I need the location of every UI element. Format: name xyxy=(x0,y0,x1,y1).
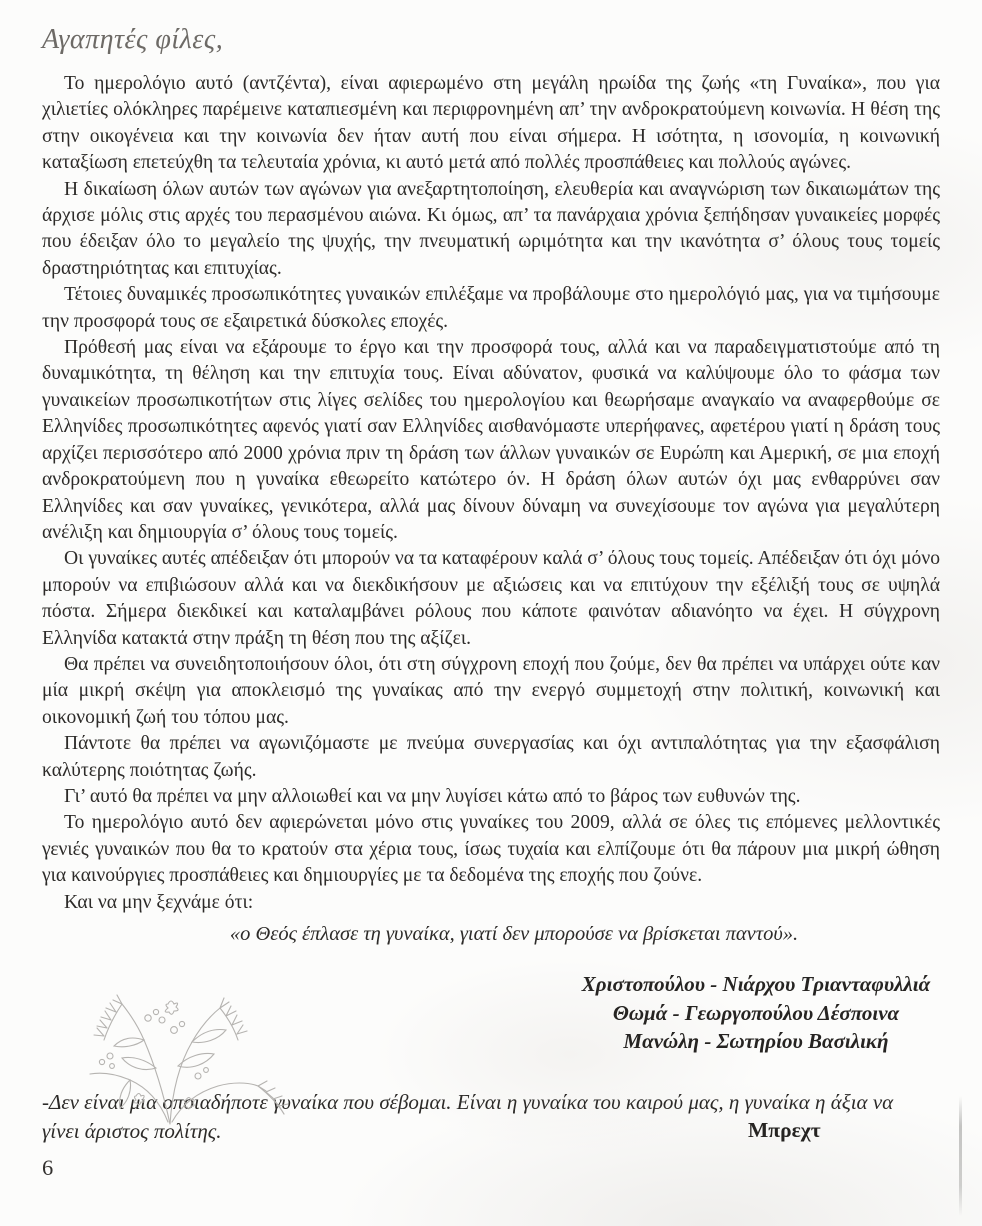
body-paragraph: Τέτοιες δυναμικές προσωπικότητες γυναικών επιλέξαμε να προβάλουμε στο ημερολόγιό μας, για να τιμήσουμε την προσφορά τους σε εξαιρετικά δύσκολες εποχές. xyxy=(42,284,940,332)
body-paragraph: Πάντοτε θα πρέπει να αγωνιζόμαστε με πνεύμα συνεργασίας και όχι αντιπαλότητας για την εξασφάλιση καλύτερης ποιότητας ζωής. xyxy=(42,733,940,781)
body-paragraph: Πρόθεσή μας είναι να εξάρουμε το έργο και την προσφορά τους, αλλά και να παραδειγματιστούμε από τη δυναμικότητα, τη θέληση και την επιτυχία τους. Είναι αδύνατον, φυσικά να καλύψουμε όλο το φάσμα των γυναικείων προσωπικοτήτων στις λίγες σελίδες του ημερολογίου και θεωρήσαμε αναγκαίο να αναφερθούμε σε Ελληνίδες προσωπικότητες αφενός γιατί σαν Ελληνίδες αισθανόμαστε υπερήφανες, αφετέρου γιατί η δράση τους αρχίζει περισσότερο από 2000 χρόνια πριν τη δράση των άλλων γυναικών σε Ευρώπη και Αμερική, σε μια εποχή ανδροκρατούμενη που η γυναίκα εθεωρείτο κατώτερο όν. Η δράση όλων αυτών όχι μας ενθαρρύνει σαν Ελληνίδες και σαν γυναίκες, γενικότερα, αλλά μας δίνουν δύναμη να συνεχίσουμε τον αγώνα για μεγαλύτερη ανέλιξη και δημιουργία σ’ όλους τους τομείς. xyxy=(42,337,940,543)
closing-quote: -Δεν είναι μια οποιαδήποτε γυναίκα που σέβομαι. Είναι η γυναίκα του καιρού μας, η γυναίκα η άξια να γίνει άριστος πολίτης. xyxy=(42,1089,894,1143)
closing-attribution: Μπρεχτ xyxy=(748,1117,821,1142)
body-paragraph: Και να μην ξεχνάμε ότι: xyxy=(64,891,254,913)
signatory: Χριστοπούλου - Νιάρχου Τριανταφυλλιά xyxy=(581,972,931,996)
flower-sprig-icon xyxy=(52,983,292,1125)
letter-body xyxy=(42,71,940,916)
scan-page-edge-shadow xyxy=(959,1096,962,1216)
signature-block xyxy=(572,970,940,1056)
body-paragraph: Οι γυναίκες αυτές απέδειξαν ότι μπορούν να τα καταφέρουν καλά σ’ όλους τους τομείς. Απέδειξαν ότι όχι μόνο μπορούν να επιβιώσουν αλλά και να διεκδικήσουν με αξιώσεις και να επιτύχουν την εξέλιξή τους σε υψηλά πόστα. Σήμερα διεκδικεί και καταλαμβάνει ρόλους που κάποτε φαινόταν αδιανόητο να έχει. Η σύγχρονη Ελληνίδα κατακτά στην πράξη τη θέση που της αξίζει. xyxy=(42,548,940,649)
signatory: Μανώλη - Σωτηρίου Βασιλική xyxy=(623,1029,889,1053)
body-paragraph: Το ημερολόγιο αυτό (αντζέντα), είναι αφιερωμένο στη μεγάλη ηρωίδα της ζωής «τη Γυναίκα», που για χιλιετίες ολόκληρες παρέμεινε καταπιεσμένη και περιφρονημένη απ’ την ανδροκρατούμενη κοινωνία. Η θέση της στην οικογένεια και την κοινωνία δεν ήταν αυτή που είναι σήμερα. Η ισότητα, η ισονομία, η κοινωνική καταξίωση επετεύχθη τα τελευταία χρόνια, κι αυτό μετά από πολλές προσπάθειες και πολλούς αγώνες. xyxy=(42,73,940,174)
body-paragraph: Γι’ αυτό θα πρέπει να μην αλλοιωθεί και να μην λυγίσει κάτω από το βάρος των ευθυνών της. xyxy=(64,785,801,807)
central-quote: «ο Θεός έπλασε τη γυναίκα, γιατί δεν μπορούσε να βρίσκεται παντού». xyxy=(229,923,799,945)
body-paragraph: Θα πρέπει να συνειδητοποιήσουν όλοι, ότι στη σύγχρονη εποχή που ζούμε, δεν θα πρέπει να υπάρχει ούτε καν μία μικρή σκέψη για αποκλεισμό της γυναίκας από την ενεργό συμμετοχή στην πολιτική, κοινωνική και οικονομική ζωή του τόπου μας. xyxy=(42,653,940,728)
salutation: Αγαπητές φίλες, xyxy=(42,24,224,55)
page-number: 6 xyxy=(42,1154,54,1180)
signatory: Θωμά - Γεωργοπούλου Δέσποινα xyxy=(612,1000,900,1025)
body-paragraph: Η δικαίωση όλων αυτών των αγώνων για ανεξαρτητοποίηση, ελευθερία και αναγνώριση των δικαιωμάτων της άρχισε μόλις στις αρχές του περασμένου αιώνα. Κι όμως, απ’ τα πανάρχαια χρόνια ξεπήδησαν γυναικείες μορφές που έδειξαν όλο το μεγαλείο της ψυχής, την πνευματική ωριμότητα και την ικανότητα σ’ όλους τους τομείς δραστηριότητας και επιτυχίας. xyxy=(42,178,940,279)
body-paragraph: Το ημερολόγιο αυτό δεν αφιερώνεται μόνο στις γυναίκες του 2009, αλλά σε όλες τις επόμενες μελλοντικές γενιές γυναικών που θα το κρατούν στα χέρια τους, ίσως τυχαία και ελπίζουμε ότι θα πάρουν μια μικρή ώθηση για καινούργιες προσπάθειες και δημιουργίες με τα δεδομένα της εποχής που ζούνε. xyxy=(42,812,940,887)
